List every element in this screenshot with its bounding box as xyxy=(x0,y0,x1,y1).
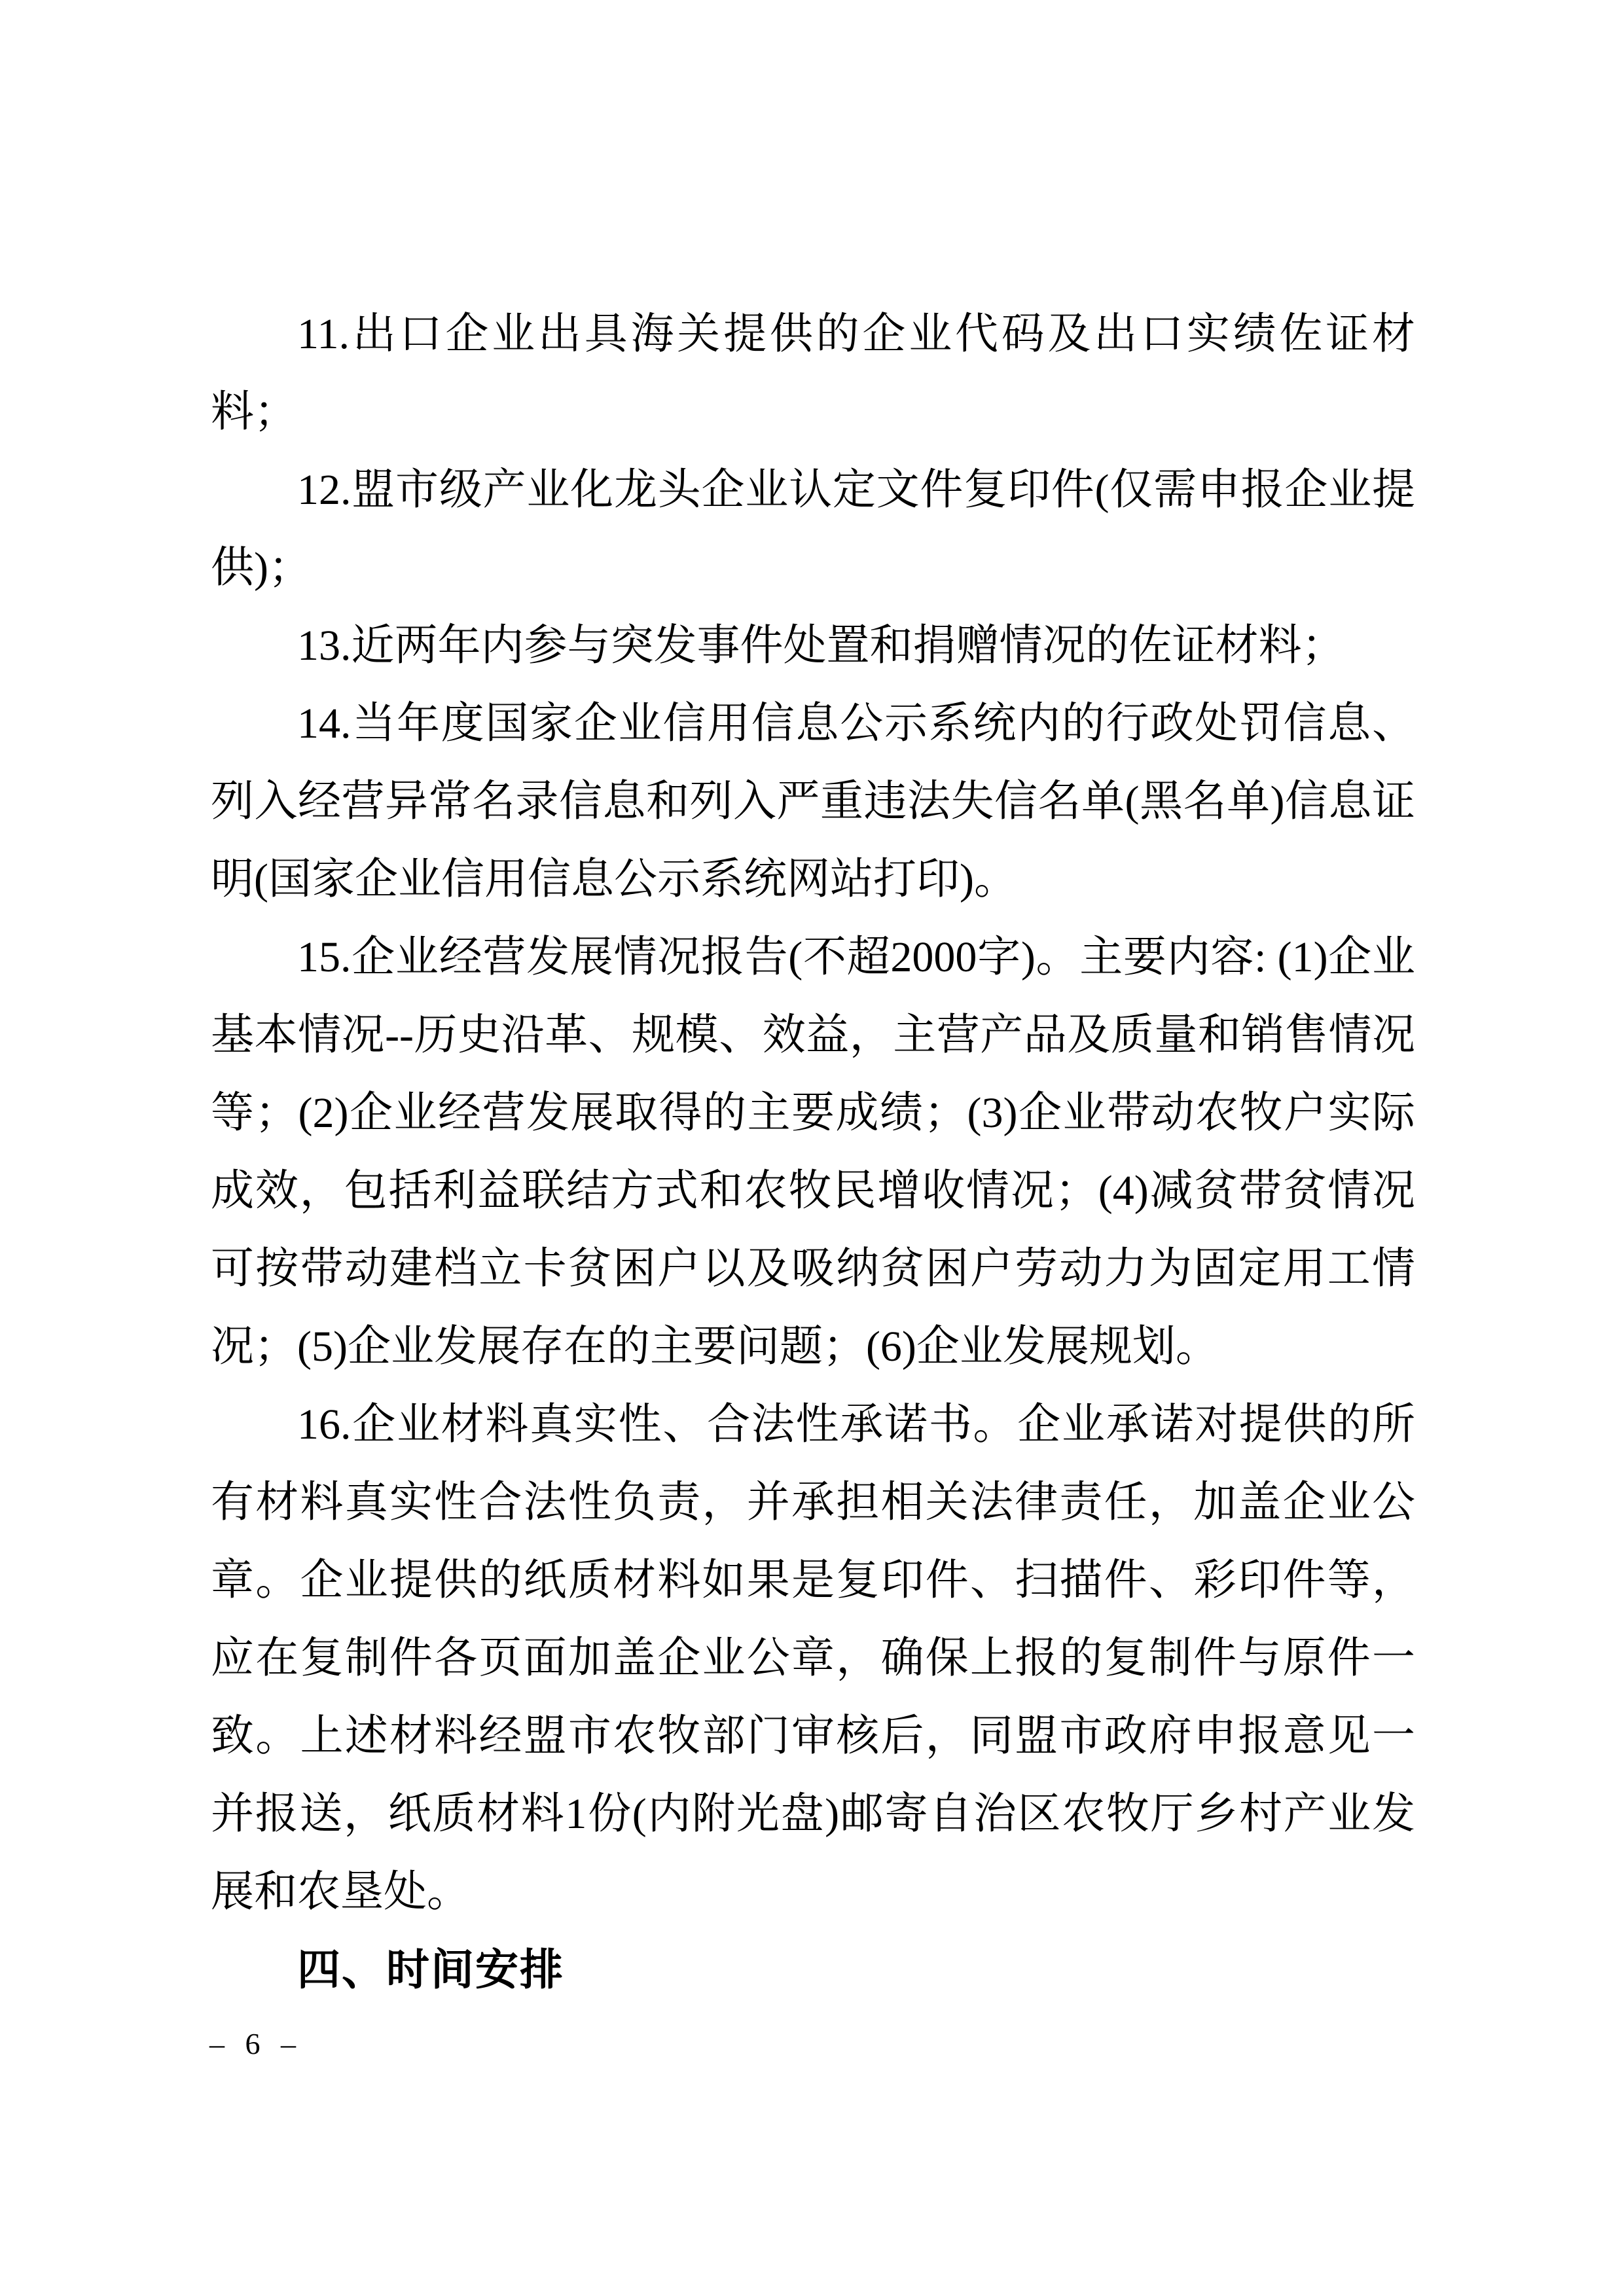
paragraph-item-11: 11.出口企业出具海关提供的企业代码及出口实绩佐证材料； xyxy=(211,310,1415,436)
paragraph-item-15: 15.企业经营发展情况报告(不超2000字)。主要内容: (1)企业基本情况--历史沿革、规模、效益，主营产品及质量和销售情况等；(2)企业经营发展取得的主要成绩；(3)企业带动农牧户实际成效，包括利益联结方式和农牧民增收情况；(4)减贫带贫情况可按带动建档立卡贫困户以及吸纳贫困户劳动力为固定用工情况；(5)企业发展存在的主要问题；(6)企业发展规划。 xyxy=(211,933,1415,1371)
page-number: – 6 – xyxy=(209,2027,302,2060)
paragraph-item-16: 16.企业材料真实性、合法性承诺书。企业承诺对提供的所有材料真实性合法性负责，并承担相关法律责任，加盖企业公章。企业提供的纸质材料如果是复印件、扫描件、彩印件等，应在复制件各页面加盖企业公章，确保上报的复制件与原件一致。上述材料经盟市农牧部门审核后，同盟市政府申报意见一并报送，纸质材料1份(内附光盘)邮寄自治区农牧厅乡村产业发展和农垦处。 xyxy=(211,1401,1415,1916)
paragraph-item-14: 14.当年度国家企业信用信息公示系统内的行政处罚信息、列入经营异常名录信息和列入严重违法失信名单(黑名单)信息证明(国家企业信用信息公示系统网站打印)。 xyxy=(211,700,1415,903)
document-body xyxy=(211,295,1415,2009)
section-heading: 四、时间安排 xyxy=(297,1945,564,1994)
paragraph-item-13: 13.近两年内参与突发事件处置和捐赠情况的佐证材料； xyxy=(297,622,1345,670)
paragraph-item-12: 12.盟市级产业化龙头企业认定文件复印件(仅需申报企业提供)； xyxy=(211,466,1415,592)
